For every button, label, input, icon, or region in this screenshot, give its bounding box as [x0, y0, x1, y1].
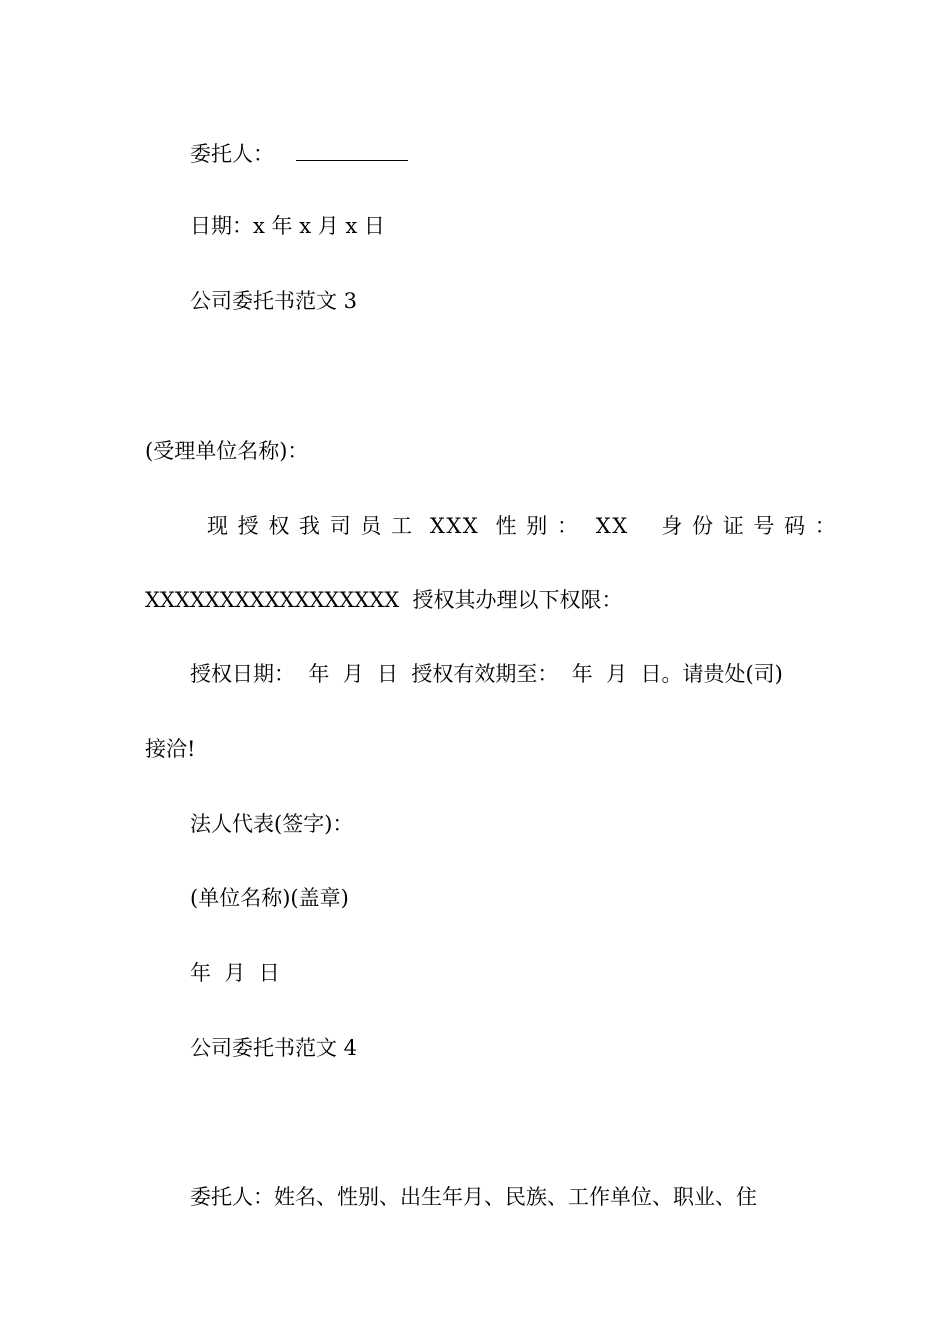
- principal-details-line: 委托人：姓名、性别、出生年月、民族、工作单位、职业、住: [190, 1185, 757, 1209]
- principal-label: 委托人：: [190, 142, 274, 166]
- date-line: 日期：x 年 x 月 x 日: [190, 214, 385, 238]
- closing-line: 接洽!: [145, 737, 196, 761]
- signature-date-line: 年 月 日: [190, 961, 280, 985]
- authorization-date-line: 授权日期： 年 月 日 授权有效期至： 年 月 日。请贵处(司): [190, 662, 783, 686]
- company-seal-line: (单位名称)(盖章): [190, 886, 349, 910]
- authorization-line-1: 现 授 权 我 司 员 工 XXX 性 别 ： XX 身 份 证 号 码 ：: [207, 514, 838, 538]
- recipient-line: (受理单位名称)：: [145, 439, 309, 463]
- signature-blank: [296, 138, 408, 161]
- principal-line: [190, 138, 408, 168]
- section-heading-4: 公司委托书范文 4: [190, 1036, 358, 1060]
- section-heading-3: 公司委托书范文 3: [190, 289, 358, 313]
- authorization-line-2: XXXXXXXXXXXXXXXXX 授权其办理以下权限：: [145, 588, 623, 612]
- legal-rep-line: 法人代表(签字)：: [190, 812, 354, 836]
